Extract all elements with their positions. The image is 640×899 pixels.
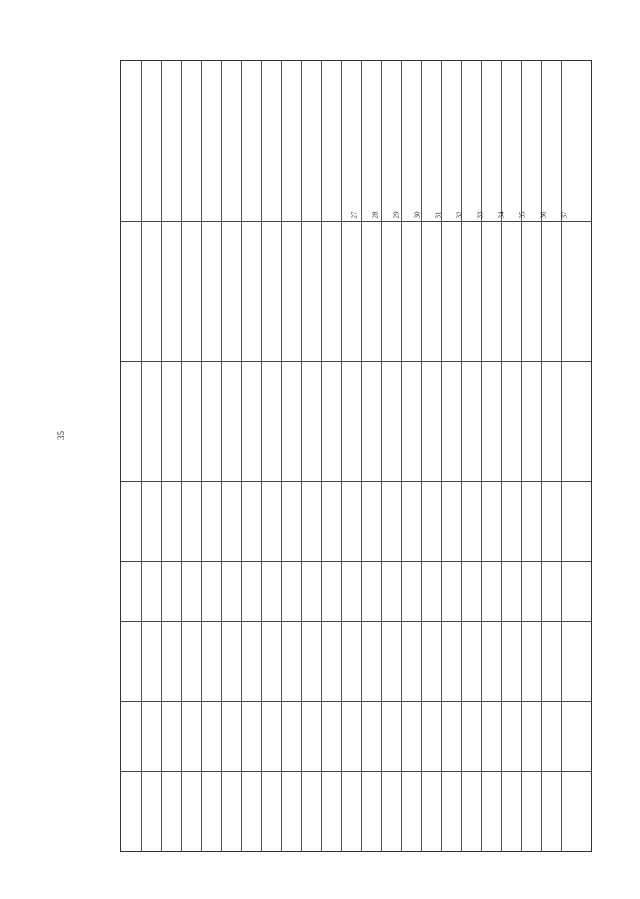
column-code: 32 xyxy=(455,211,464,219)
page-number: 35 xyxy=(56,431,66,440)
column-divider xyxy=(241,61,242,851)
column-code: 28 xyxy=(371,211,380,219)
column-divider xyxy=(381,61,382,851)
column-divider xyxy=(301,61,302,851)
column-divider xyxy=(481,61,482,851)
column-code: 27 xyxy=(350,211,359,219)
column-divider xyxy=(361,61,362,851)
column-divider xyxy=(521,61,522,851)
column-divider xyxy=(401,61,402,851)
column-divider xyxy=(501,61,502,851)
column-divider xyxy=(201,61,202,851)
column-code: 29 xyxy=(392,211,401,219)
column-code: 30 xyxy=(413,211,422,219)
program-table xyxy=(120,60,592,852)
column-code: 33 xyxy=(476,211,485,219)
column-divider xyxy=(341,61,342,851)
column-code: 36 xyxy=(539,211,548,219)
column-divider xyxy=(461,61,462,851)
column-divider xyxy=(161,61,162,851)
column-divider xyxy=(141,61,142,851)
column-code: 37 xyxy=(560,211,569,219)
column-divider xyxy=(441,61,442,851)
column-divider xyxy=(181,61,182,851)
column-divider xyxy=(321,61,322,851)
column-divider xyxy=(561,61,562,851)
column-code: 35 xyxy=(518,211,527,219)
column-code: 31 xyxy=(434,211,443,219)
column-divider xyxy=(421,61,422,851)
column-divider xyxy=(261,61,262,851)
column-divider xyxy=(281,61,282,851)
column-divider xyxy=(541,61,542,851)
column-code: 34 xyxy=(497,211,506,219)
column-divider xyxy=(221,61,222,851)
